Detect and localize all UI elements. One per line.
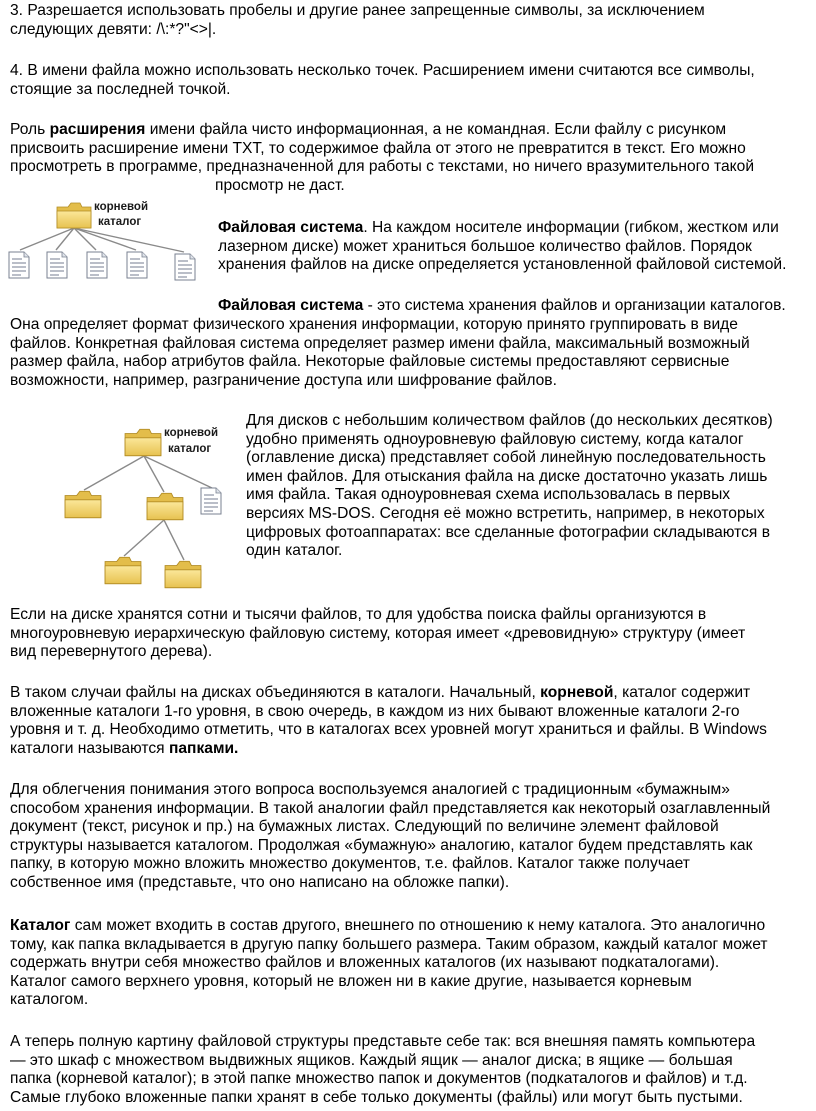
text-line: удобно применять одноуровневую файловую систему, когда каталог: [246, 430, 744, 448]
paragraph-multi-level: [10, 606, 745, 662]
single-level-diagram: [2, 194, 207, 304]
bold-term: Файловая система: [218, 219, 364, 236]
text-line: имя файла. Такая одноуровневая схема использовалась в первых: [246, 486, 731, 504]
text-line: хранения файлов на диске определяется установленной файловой системой.: [218, 256, 787, 274]
text-line: папку, в которую можно вложить множество документов, т.е. файлов. Каталог также получает: [10, 855, 690, 873]
text-line: Если на диске хранятся сотни и тысячи файлов, то для удобства поиска файлы организуются в: [10, 606, 707, 623]
text-line: способом хранения информации. В такой аналогии файл представляется как некоторый озаглавленный: [10, 799, 771, 817]
text-line: Для облегчения понимания этого вопроса воспользуемся аналогией с традиционным «бумажным»: [10, 781, 730, 798]
root-folder-icon: [57, 203, 91, 228]
text-line: просмотр не даст.: [215, 177, 345, 194]
paragraph-file-system-def: [10, 316, 750, 390]
bold-term: расширения: [49, 121, 146, 138]
text-line: размер файла, набор атрибутов файла. Некоторые файловые системы предоставляют сервисные: [10, 353, 730, 371]
paragraph-catalogs: [10, 684, 767, 758]
file-icon: [87, 252, 107, 278]
text-line: каталогом.: [10, 991, 89, 1009]
text-line: вид перевернутого дерева).: [10, 643, 213, 661]
text-line: — это шкаф с множеством выдвижных ящиков. Каждый ящик — аналог диска; в ящике — большая: [10, 1051, 733, 1069]
bold-term: папками.: [168, 739, 239, 757]
text-line: файлов. Конкретная файловая система определяет размер имени файла, максимальный возможный: [10, 334, 750, 352]
text-line: (оглавление диска) представляет собой линейную последовательность: [246, 449, 766, 467]
paragraph-rule-4: [10, 62, 755, 99]
file-icon: [127, 252, 147, 278]
root-folder-icon: [125, 429, 161, 455]
bold-term: Каталог: [10, 917, 71, 934]
text-line: версиях MS-DOS. Сегодня её можно встретить, например, в некоторых: [246, 504, 765, 522]
text-line: присвоить расширение имени TXT, то содержимое файла от этого не превратится в текст. Его можно: [10, 139, 746, 157]
text-line: Файловая система - это система хранения файлов и организации каталогов.: [218, 297, 786, 314]
text-line: имен файлов. Для отыскания файла на диске достаточно указать лишь: [246, 467, 768, 485]
text-line: каталоги называются папками.: [10, 739, 239, 757]
text-line: Самые глубоко вложенные папки хранят в себе только документы (файлы) или могут быть пустыми.: [10, 1088, 743, 1106]
text-line: А теперь полную картину файловой структуры представьте себе так: вся внешняя память компьютера: [10, 1033, 756, 1050]
text-line: лазерном диске) может храниться большое количество файлов. Порядок: [218, 237, 752, 255]
subfolder-icon: [165, 561, 201, 587]
subfolder-icon: [65, 491, 101, 517]
root-catalog-label: корневой: [94, 201, 149, 213]
subfolder-icon: [147, 493, 183, 519]
paragraph-file-system-def-start: [218, 297, 786, 316]
text-line: собственное имя (представьте, что оно написано на обложке папки).: [10, 873, 510, 891]
paragraph-single-level: [246, 412, 816, 561]
text-line: следующих девяти: /\:*?"<>|.: [10, 20, 217, 38]
text-line: возможности, например, разграничение доступа или шифрование файлов.: [10, 371, 557, 389]
root-catalog-label: корневой: [164, 427, 219, 439]
text-line: цифровых фотоаппаратах: все сделанные фотографии складываются в: [246, 523, 770, 541]
paragraph-cabinet-analogy: [10, 1033, 755, 1107]
paragraph-rule-3: [10, 2, 705, 39]
text-line: Файловая система. На каждом носителе информации (гибком, жестком или: [218, 219, 779, 236]
subfolder-icon: [105, 557, 141, 583]
file-icon: [201, 488, 221, 514]
paragraph-file-system-intro: [218, 219, 816, 275]
bold-term: Файловая система: [218, 297, 364, 314]
text-line: документ (текст, рисунок и пр.) на бумажных листах. Следующий по величине элемент файловой: [10, 818, 719, 836]
text-line: В таком случаи файлы на дисках объединяются в каталоги. Начальный, корневой, каталог содержит: [10, 684, 751, 701]
root-catalog-label: каталог: [98, 216, 142, 228]
paragraph-catalog-nesting: [10, 917, 768, 1010]
text-line: просмотреть в программе, предназначенной для работы с текстами, но ничего вразумительного такой: [10, 158, 755, 176]
file-icon: [175, 254, 195, 280]
file-icon: [9, 252, 29, 278]
text-line: Для дисков с небольшим количеством файлов (до нескольких десятков): [246, 412, 773, 429]
paragraph-extension-role-end: [215, 177, 345, 196]
text-line: стоящие за последней точкой.: [10, 80, 231, 98]
text-line: 4. В имени файла можно использовать несколько точек. Расширением имени считаются все символы,: [10, 62, 755, 79]
text-line: Каталог сам может входить в состав другого, внешнего по отношению к нему каталога. Это аналогично: [10, 917, 766, 934]
text-line: многоуровневую иерархическую файловую систему, которая имеет «древовидную» структуру (имеет: [10, 624, 746, 642]
text-line: Роль расширения имени файла чисто информационная, а не командная. Если файлу с рисунком: [10, 121, 727, 138]
bold-term: корневой: [540, 684, 614, 701]
text-line: структуры называется каталогом. Продолжая «бумажную» аналогию, каталог будем представлять как: [10, 836, 753, 854]
file-icon: [47, 252, 67, 278]
text-line: 3. Разрешается использовать пробелы и другие ранее запрещенные символы, за исключением: [10, 2, 705, 19]
text-line: один каталог.: [246, 542, 343, 560]
text-line: Она определяет формат физического хранения информации, которую принято группировать в виде: [10, 316, 738, 333]
paragraph-paper-analogy: [10, 781, 770, 893]
multi-level-diagram: [12, 408, 232, 593]
text-line: Каталог самого верхнего уровня, который не вложен ни в какие другие, называется корневым: [10, 972, 692, 990]
paragraph-extension-role: [10, 121, 754, 177]
text-line: уровня и т. д. Необходимо отметить, что в каталогах всех уровней могут храниться и файлы. В Windows: [10, 721, 767, 739]
text-line: вложенные каталоги 1-го уровня, в свою очередь, в каждом из них бывают вложенные каталоги 2-го: [10, 702, 740, 720]
text-line: содержать внутри себя множество файлов и вложенных каталогов (их называют подкаталогами).: [10, 954, 720, 972]
text-line: тому, как папка вкладывается в другую папку большего размера. Таким образом, каждый каталог может: [10, 935, 768, 953]
text-line: папка (корневой каталог); в этой папке множество папок и документов (подкаталогов и файлов) и т.д.: [10, 1070, 748, 1088]
root-catalog-label: каталог: [168, 443, 212, 455]
